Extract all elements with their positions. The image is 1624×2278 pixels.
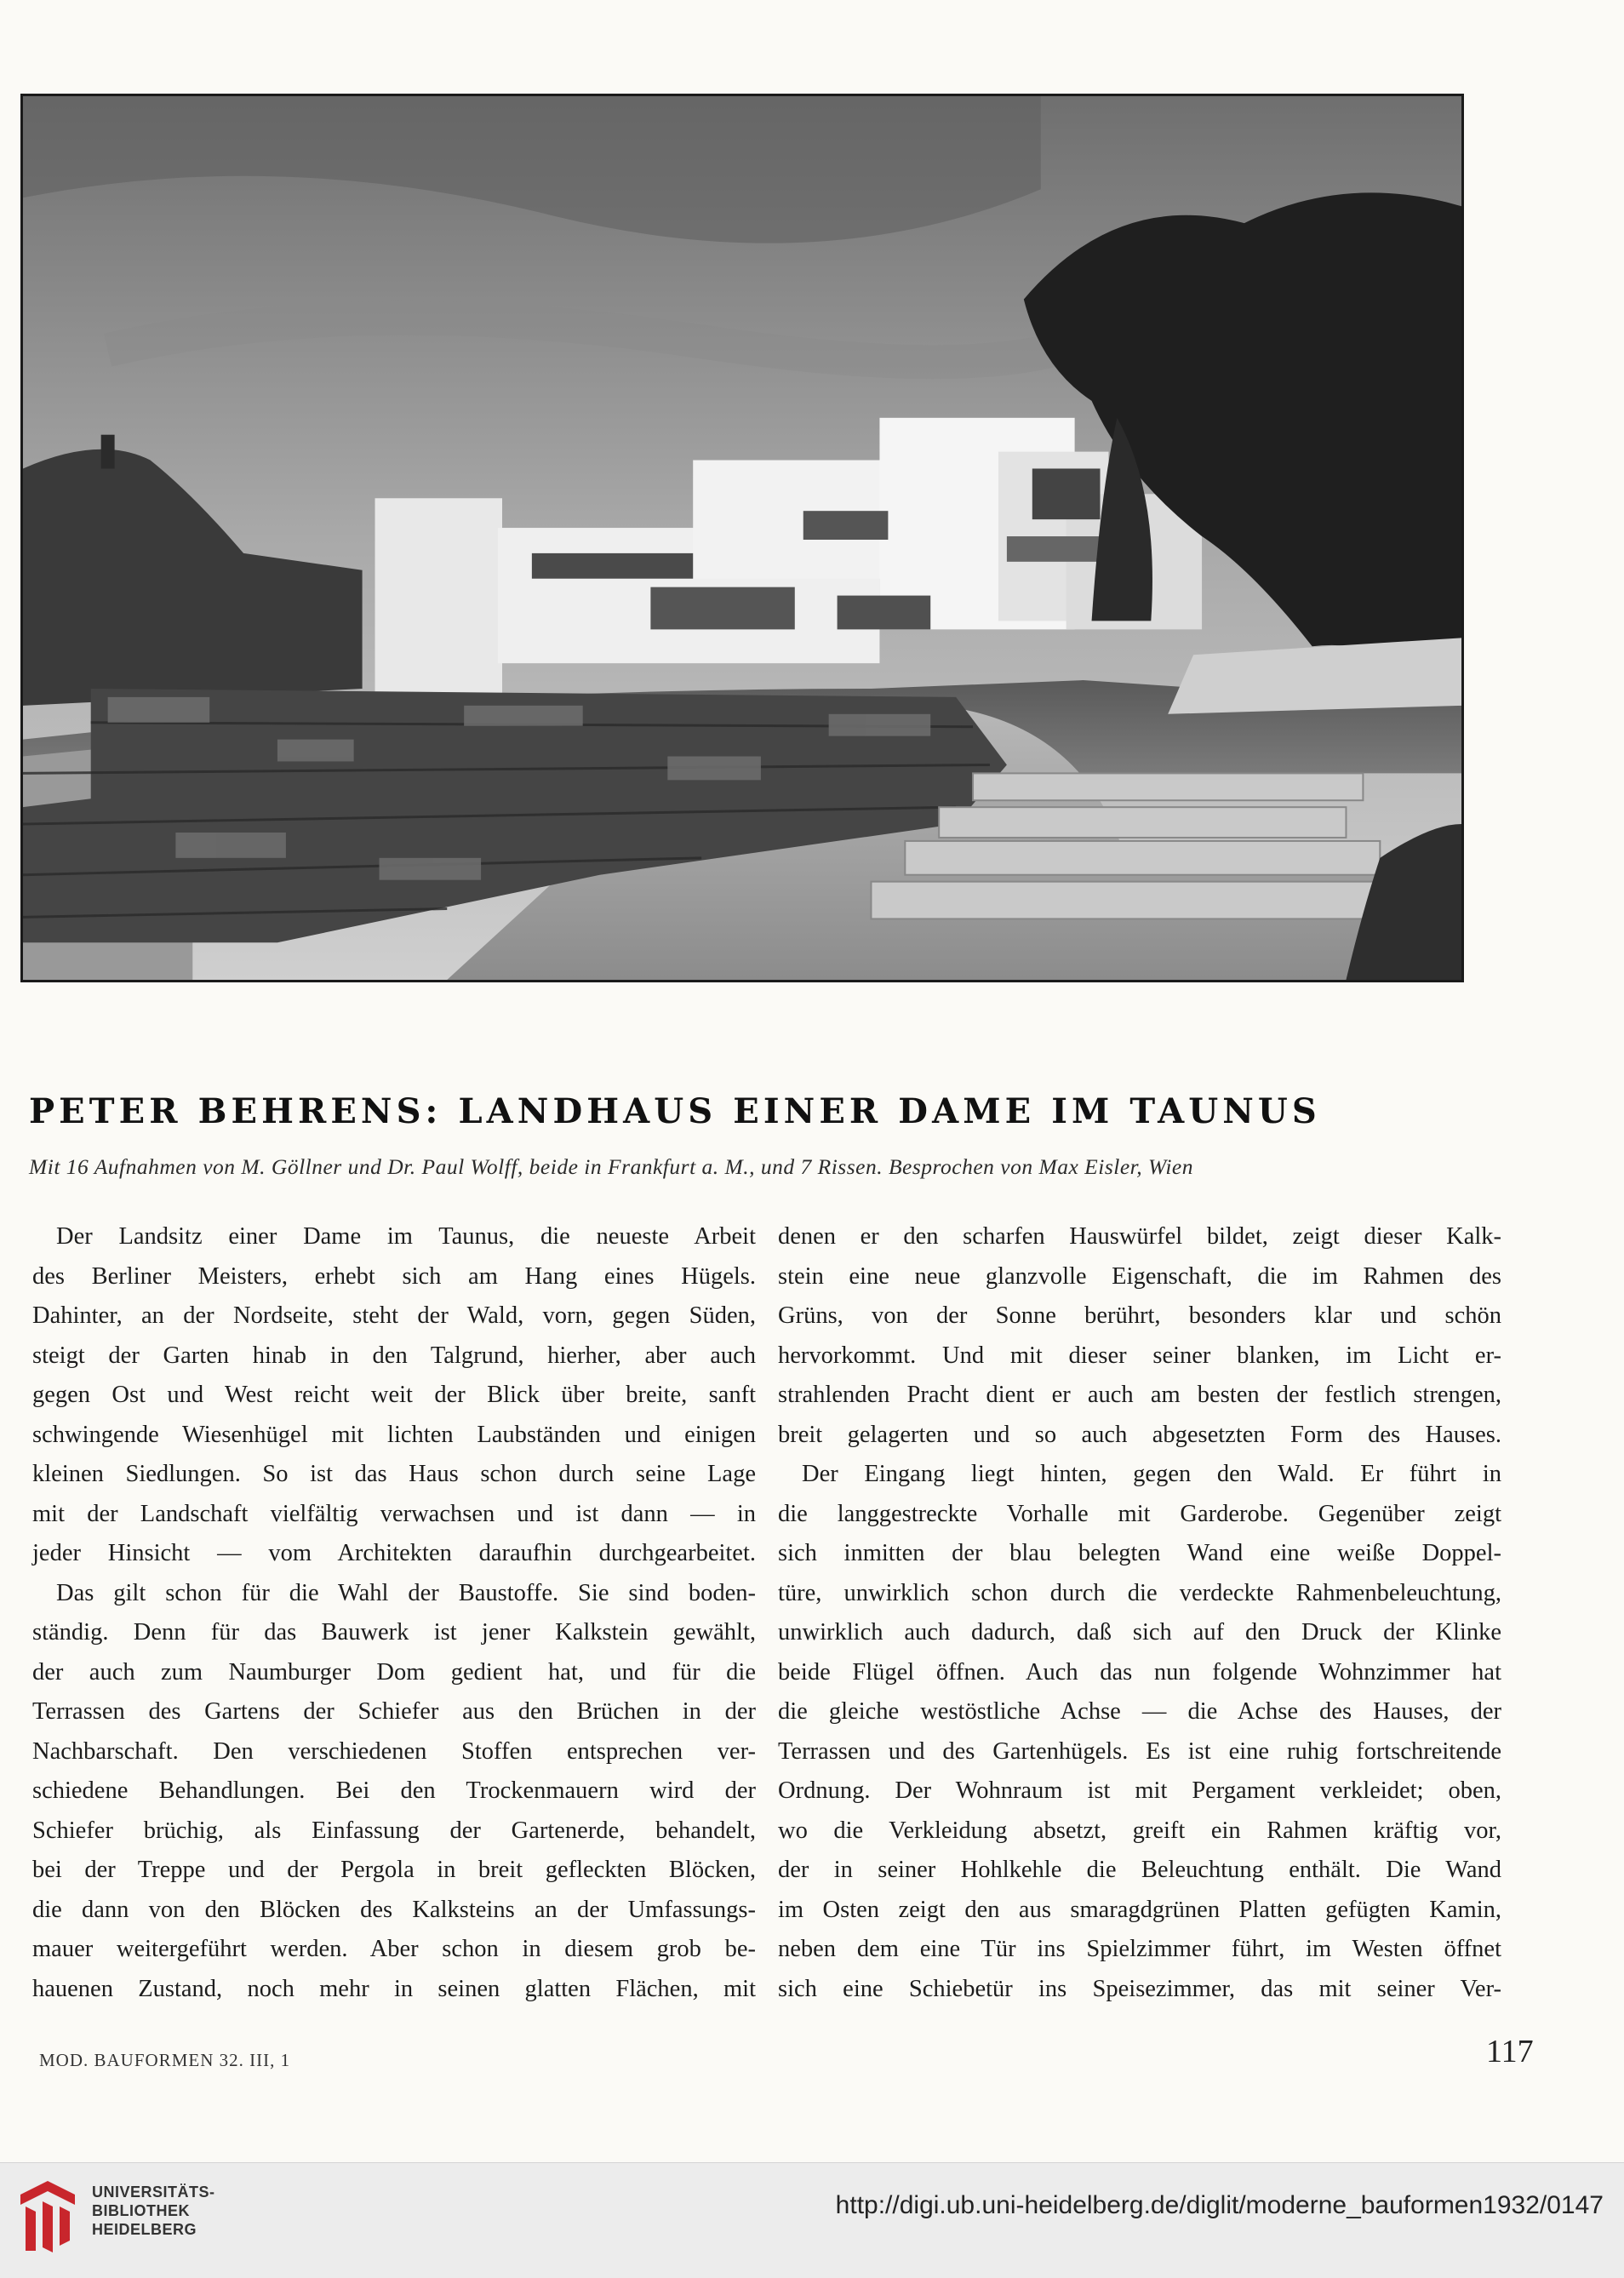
text-line: Nachbarschaft. Den verschiedenen Stoffen entsprechen ver- [32, 1737, 756, 1765]
text-line: Grüns, von der Sonne berührt, besonders klar und schön [778, 1302, 1501, 1329]
text-line: denen er den scharfen Hauswürfel bildet, zeigt dieser Kalk- [778, 1223, 1501, 1250]
text-line: Dahinter, an der Nordseite, steht der Wald, vorn, gegen Süden, [32, 1302, 756, 1329]
text-line: breit gelagerten und so auch abgesetzten Form des Hauses. [778, 1421, 1501, 1448]
text-line: Ordnung. Der Wohnraum ist mit Pergament verkleidet; oben, [778, 1777, 1501, 1804]
text-line: beide Flügel öffnen. Auch das nun folgende Wohnzimmer hat [778, 1658, 1501, 1686]
ub-heidelberg-logo-icon[interactable] [17, 2179, 78, 2256]
text-line: neben dem eine Tür ins Spielzimmer führt, im Westen öffnet [778, 1936, 1501, 1962]
text-line: hauenen Zustand, noch mehr in seinen glatten Flächen, mit [32, 1975, 756, 2002]
text-line: unwirklich auch dadurch, daß sich auf den Druck der Klinke [778, 1619, 1501, 1646]
text-line: strahlenden Pracht dient er auch am besten der festlich strengen, [778, 1382, 1501, 1408]
article-title: PETER BEHRENS: LANDHAUS EINER DAME IM TAUNUS [29, 1091, 1321, 1131]
text-line: stein eine neue glanzvolle Eigenschaft, die im Rahmen des [778, 1262, 1501, 1290]
text-line: die gleiche westöstliche Achse — die Achse des Hauses, der [778, 1698, 1501, 1725]
text-line: wo die Verkleidung absetzt, greift ein Rahmen kräftig vor, [778, 1817, 1501, 1844]
text-line: der auch zum Naumburger Dom gedient hat, und für die [32, 1658, 756, 1686]
text-line: gegen Ost und West reicht weit der Blick über breite, sanft [32, 1382, 756, 1408]
text-line: sich inmitten der blau belegten Wand eine weiße Doppel- [778, 1540, 1501, 1566]
text-line: türe, unwirklich schon durch die verdeckte Rahmenbeleuchtung, [778, 1579, 1501, 1606]
text-line: Der Landsitz einer Dame im Taunus, die neueste Arbeit [56, 1223, 756, 1250]
text-line: die dann von den Blöcken des Kalksteins an der Umfassungs- [32, 1896, 756, 1923]
text-line: im Osten zeigt den aus smaragdgrünen Platten gefügten Kamin, [778, 1896, 1501, 1923]
text-line: sich eine Schiebetür ins Speisezimmer, das mit seiner Ver- [778, 1975, 1501, 2002]
journal-reference: MOD. BAUFORMEN 32. III, 1 [39, 2050, 291, 2070]
text-line: schiedene Behandlungen. Bei den Trockenmauern wird der [32, 1777, 756, 1804]
text-line: kleinen Siedlungen. So ist das Haus schon durch seine Lage [32, 1461, 756, 1487]
left-text-column [32, 1217, 756, 2009]
text-line: schwingende Wiesenhügel mit lichten Laubständen und einigen [32, 1421, 756, 1448]
text-line: Das gilt schon für die Wahl der Baustoffe. Sie sind boden- [56, 1579, 756, 1606]
text-line: Der Eingang liegt hinten, gegen den Wald. Er führt in [802, 1461, 1501, 1487]
logo-line-1: UNIVERSITÄTS- [92, 2184, 215, 2201]
text-line: des Berliner Meisters, erhebt sich am Hang eines Hügels. [32, 1262, 756, 1290]
page-number: 117 [1486, 2034, 1534, 2069]
text-line: mauer weitergeführt werden. Aber schon in diesem grob be- [32, 1936, 756, 1962]
text-line: Terrassen des Gartens der Schiefer aus den Brüchen in der [32, 1698, 756, 1725]
logo-line-3: HEIDELBERG [92, 2221, 197, 2238]
library-footer-bar [0, 2162, 1624, 2278]
text-line: jeder Hinsicht — vom Architekten daraufhin durchgearbeitet. [32, 1540, 756, 1566]
text-line: der in seiner Hohlkehle die Beleuchtung enthält. Die Wand [778, 1857, 1501, 1883]
photo-illustration [23, 96, 1461, 980]
text-line: die langgestreckte Vorhalle mit Garderobe. Gegenüber zeigt [778, 1500, 1501, 1527]
right-text-column [778, 1217, 1501, 2009]
logo-line-2: BIBLIOTHEK [92, 2202, 190, 2219]
text-line: Schiefer brüchig, als Einfassung der Gartenerde, behandelt, [32, 1817, 756, 1844]
text-line: ständig. Denn für das Bauwerk ist jener Kalkstein gewählt, [32, 1619, 756, 1646]
article-byline: Mit 16 Aufnahmen von M. Göllner und Dr. Paul Wolff, beide in Frankfurt a. M., und 7 Rissen. Besprochen von Max Eisler, Wien [29, 1154, 1193, 1179]
text-line: Terrassen und des Gartenhügels. Es ist eine ruhig fortschreitende [778, 1737, 1501, 1765]
text-line: bei der Treppe und der Pergola in breit gefleckten Blöcken, [32, 1857, 756, 1883]
text-line: steigt der Garten hinab in den Talgrund, hierher, aber auch [32, 1342, 756, 1369]
house-photograph [20, 94, 1464, 982]
source-url-link[interactable]: http://digi.ub.uni-heidelberg.de/diglit/moderne_bauformen1932/0147 [835, 2191, 1604, 2219]
text-line: hervorkommt. Und mit dieser seiner blanken, im Licht er- [778, 1342, 1501, 1369]
text-line: mit der Landschaft vielfältig verwachsen und ist dann — in [32, 1500, 756, 1527]
library-logo-text[interactable] [92, 2183, 215, 2239]
